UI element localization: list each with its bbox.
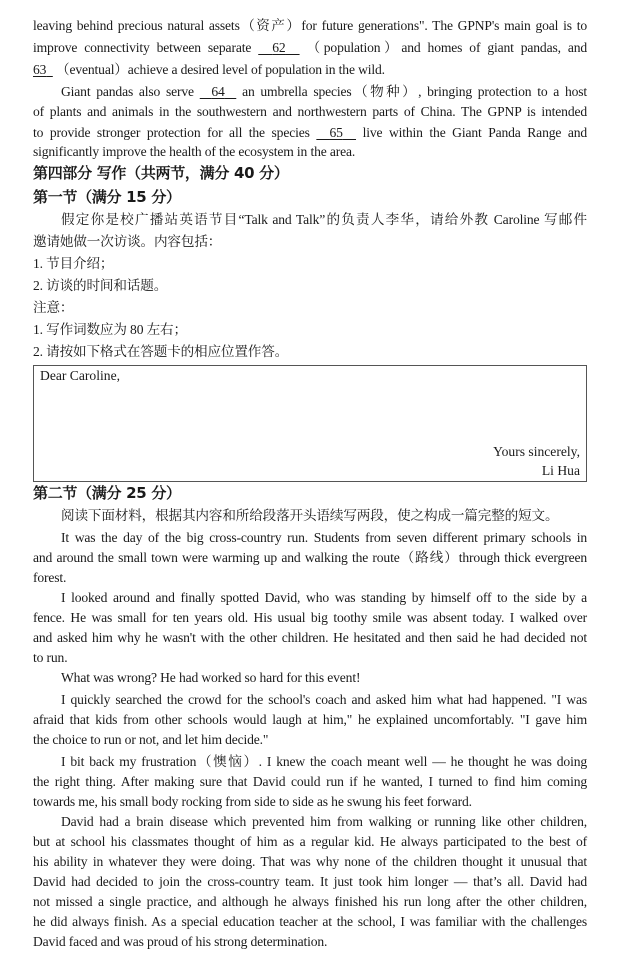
story-line: not missed a single practice, and although he always finished his run long after the other children, bbox=[33, 894, 587, 909]
content-item: 1. 节目介绍； bbox=[33, 256, 114, 271]
passage-line bbox=[33, 82, 587, 102]
story-line: afraid that kids from other schools would laugh at him," he explained uncomfortably. "I gave him bbox=[33, 712, 587, 727]
prompt-line: 邀请她做一次访谈。内容包括： bbox=[33, 234, 222, 249]
story-line: David faced and was proud of his strong determination. bbox=[33, 934, 328, 949]
story-line: What was wrong? He had worked so hard for this event! bbox=[61, 670, 361, 685]
passage-line: significantly improve the health of the ecosystem in the area. bbox=[33, 144, 356, 159]
note-item: 2. 请按如下格式在答题卡的相应位置作答。 bbox=[33, 344, 289, 359]
passage-line: of plants and animals in the southwestern and northwestern parts of China. The GPNP is intended bbox=[33, 104, 587, 119]
passage-text: （eventual）achieve a desired level of population in the wild. bbox=[56, 62, 385, 77]
passage-text: an umbrella species（物种）, bringing protection to a host bbox=[242, 84, 588, 99]
instruction: 阅读下面材料，根据其内容和所给段落开头语续写两段，使之构成一篇完整的短文。 bbox=[61, 508, 559, 523]
letter-greeting: Dear Caroline, bbox=[40, 368, 121, 383]
passage-line bbox=[33, 38, 587, 58]
blank-63[interactable]: 63 bbox=[33, 62, 47, 77]
passage-line bbox=[33, 123, 587, 143]
prompt-line: 假定你是校广播站英语节目“Talk and Talk”的负责人李华，请给外教 Caroline 写邮件 bbox=[61, 212, 587, 227]
content-item: 2. 访谈的时间和话题。 bbox=[33, 278, 168, 293]
blank-65[interactable]: 65 bbox=[329, 125, 343, 140]
story-line: forest. bbox=[33, 570, 67, 585]
letter-closing: Yours sincerely, bbox=[493, 444, 580, 459]
story-line: to run. bbox=[33, 650, 68, 665]
story-line: the choice to run or not, and let him decide." bbox=[33, 732, 269, 747]
story-line: and asked him why he wasn't with the other children. He hesitated and then said he had decided not bbox=[33, 630, 587, 645]
passage-text: Giant pandas also serve bbox=[61, 84, 194, 99]
story-line: the right thing. After making sure that David could run if he wanted, I turned to find him coming bbox=[33, 774, 587, 789]
story-line: fence. He was small for ten years old. His usual big toothy smile was absent today. I walked over bbox=[33, 610, 587, 625]
story-line: I bit back my frustration（懊恼）. I knew the coach meant well — he thought he was doing bbox=[61, 754, 587, 769]
passage-line bbox=[33, 60, 587, 80]
story-line: I looked around and finally spotted David, who was standing by himself off to the side by a bbox=[61, 590, 587, 605]
letter-signature: Li Hua bbox=[541, 463, 580, 478]
story-line: towards me, his small body rocking from side to side as he swung his feet forward. bbox=[33, 794, 472, 809]
story-line: It was the day of the big cross-country run. Students from seven different primary schools in bbox=[61, 530, 587, 545]
part4-heading: 第四部分 写作（共两节，满分 40 分） bbox=[33, 164, 289, 182]
story-line: he did always finish. As a special education teacher at the school, I was familiar with the challenges bbox=[33, 914, 587, 929]
story-line: I quickly searched the crowd for the school's coach and asked him what had happened. "I was bbox=[61, 692, 587, 707]
story-line: and around the small town were warming up and walking the route（路线）through thick evergreen bbox=[33, 550, 587, 565]
story-line: David had decided to join the cross-country team. It just took him longer — that’s all. David had bbox=[33, 874, 587, 889]
passage-line: leaving behind precious natural assets（资产）for future generations". The GPNP's main goal is to bbox=[33, 18, 587, 33]
blank-64[interactable]: 64 bbox=[211, 84, 225, 99]
passage-text: to provide stronger protection for all the species bbox=[33, 125, 310, 140]
answer-box[interactable] bbox=[33, 365, 587, 482]
blank-62[interactable]: 62 bbox=[272, 40, 286, 55]
section1-heading: 第一节（满分 15 分） bbox=[33, 188, 181, 206]
section2-heading: 第二节（满分 25 分） bbox=[33, 484, 181, 502]
passage-text: （population）and homes of giant pandas, and bbox=[306, 40, 588, 55]
story-line: David had a brain disease which prevented him from walking or running like other children, bbox=[61, 814, 587, 829]
note-item: 1. 写作词数应为 80 左右； bbox=[33, 322, 187, 337]
story-line: but at school his classmates thought of him as a regular kid. He always participated to the best of bbox=[33, 834, 587, 849]
note-label: 注意： bbox=[33, 300, 74, 315]
story-line: his ability in whatever they were doing. That was why none of the children thought it unusual that bbox=[33, 854, 587, 869]
passage-text: live within the Giant Panda Range and bbox=[362, 125, 588, 140]
passage-text: improve connectivity between separate bbox=[33, 40, 252, 55]
